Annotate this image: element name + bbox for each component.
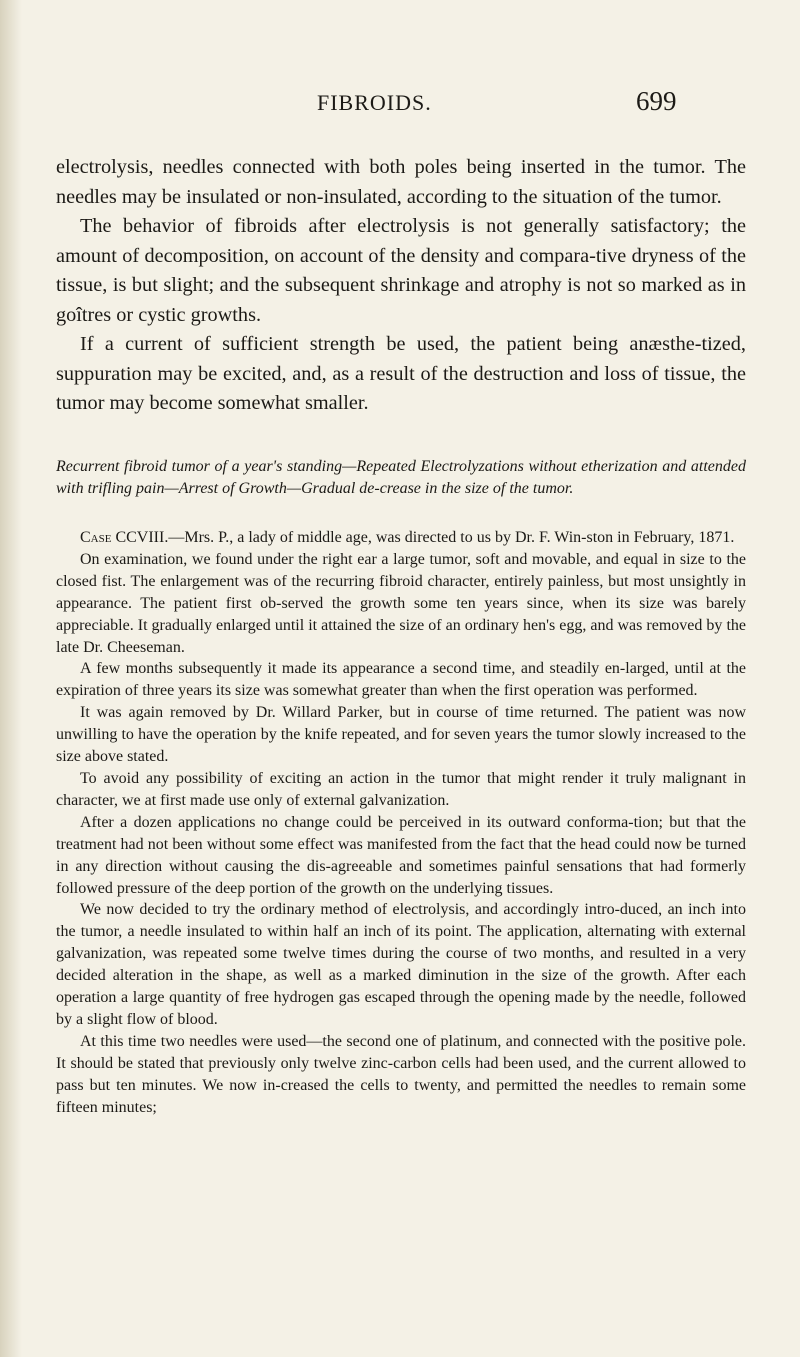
paragraph: At this time two needles were used—the second one of platinum, and connected with the positive pole. It should be stated that previously only twelve zinc-carbon cells had been used, and the current allowed to pass but ten minutes. We now in-creased the cells to twenty, and permitted the needles to remain some fifteen minutes; [56, 1032, 746, 1116]
case-text [56, 527, 746, 1118]
case-intro-paragraph [56, 527, 746, 549]
paragraph: electrolysis, needles connected with both poles being inserted in the tumor. The needles may be insulated or non-insulated, according to the situation of the tumor. [56, 156, 746, 208]
page-edge-shadow [0, 0, 22, 1357]
paragraph: The behavior of fibroids after electrolysis is not generally satisfactory; the amount of decomposition, on account of the density and compara-tive dryness of the tissue, is but slight; and the subsequent shrinkage and atrophy is not so marked as in goîtres or cystic growths. [56, 215, 746, 326]
paragraph: After a dozen applications no change could be perceived in its outward conforma-tion; but that the treatment had not been without some effect was manifested from the fact that the head could now be turned in any direction without causing the dis-agreeable and sometimes painful sensations that had formerly followed pressure of the deep portion of the growth on the underlying tissues. [56, 813, 746, 897]
paragraph: To avoid any possibility of exciting an action in the tumor that might render it truly malignant in character, we at first made use only of external galvanization. [56, 769, 746, 809]
page-number: 699 [636, 86, 677, 116]
paragraph: If a current of sufficient strength be used, the patient being anæsthe-tized, suppuration may be excited, and, as a result of the destruction and loss of tissue, the tumor may become somewhat smaller. [56, 333, 746, 414]
case-heading [56, 456, 746, 499]
case-label: Case CCVIII. [80, 529, 169, 546]
paragraph: It was again removed by Dr. Willard Parker, but in course of time returned. The patient was now unwilling to have the operation by the knife repeated, and for seven years the tumor slowly increased to the size above stated. [56, 704, 746, 766]
main-text [56, 153, 746, 419]
paragraph: On examination, we found under the right ear a large tumor, soft and movable, and equal in size to the closed fist. The enlargement was of the recurring fibroid character, entirely painless, but most unsightly in appearance. The patient first ob-served the growth some ten years since, when its size was barely appreciable. It gradually enlarged until it attained the size of an ordinary hen's egg, and was removed by the late Dr. Cheeseman. [56, 550, 746, 656]
running-title: FIBROIDS. [317, 90, 432, 115]
case-intro: —Mrs. P., a lady of middle age, was directed to us by Dr. F. Win-ston in February, 1871. [168, 529, 735, 546]
paragraph: A few months subsequently it made its appearance a second time, and steadily en-larged, until at the expiration of three years its size was somewhat greater than when the first operation was performed. [56, 660, 746, 700]
case-heading-text: Recurrent fibroid tumor of a year's standing—Repeated Electrolyzations without etherization and attended with trifling pain—Arrest of Growth—Gradual de-crease in the size of the tumor. [56, 458, 746, 497]
paragraph: We now decided to try the ordinary method of electrolysis, and accordingly intro-duced, an inch into the tumor, a needle insulated to within half an inch of its point. The application, alternating with external galvanization, was repeated some twelve times during the course of two months, and resulted in a very decided alteration in the shape, as well as a marked diminution in the size of the growth. After each operation a large quantity of free hydrogen gas escaped through the opening made by the needle, followed by a slight flow of blood. [56, 901, 746, 1028]
page-header [0, 86, 800, 126]
